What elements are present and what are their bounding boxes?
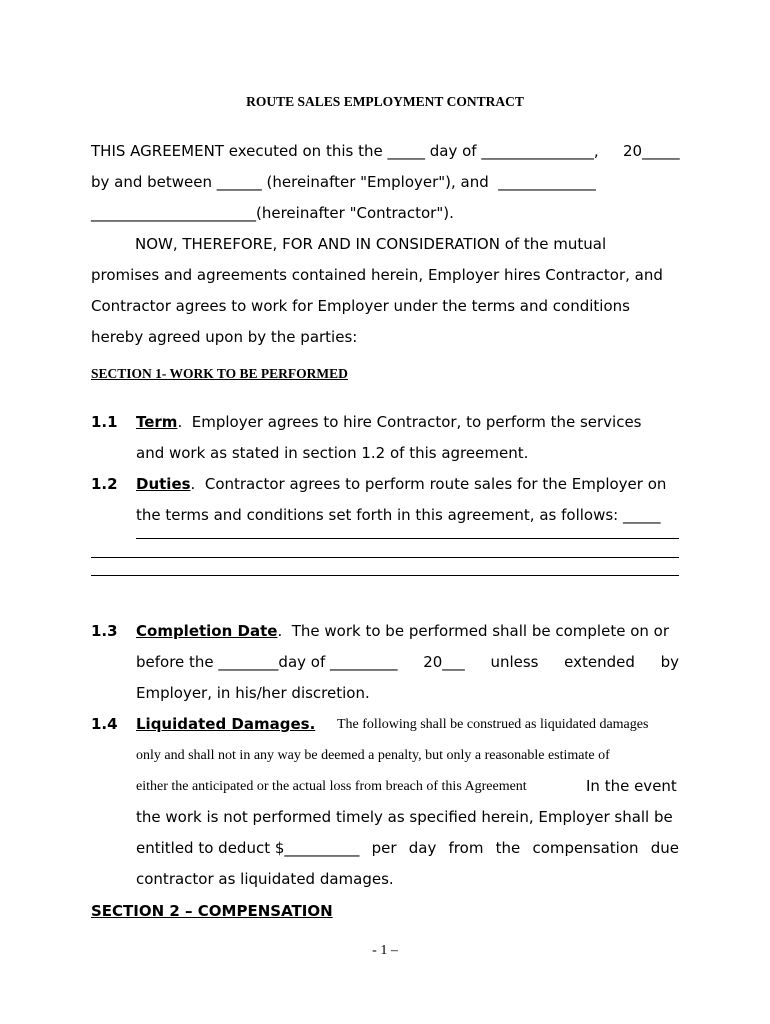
section-1-4-line-3-tail: In the event xyxy=(586,777,677,795)
section-1-4-line-5 xyxy=(136,839,679,857)
deduct-word: from xyxy=(448,839,484,857)
section-1-3-number: 1.3 xyxy=(91,622,118,640)
completion-word: before the ________day of _________ xyxy=(136,653,398,671)
completion-word: by xyxy=(660,653,679,671)
section-1-heading: SECTION 1- WORK TO BE PERFORMED xyxy=(91,366,348,381)
intro-line-1: THIS AGREEMENT executed on this the _____ day of _______________, xyxy=(91,142,599,160)
deduct-word: per xyxy=(371,839,397,857)
section-1-3-line-2 xyxy=(136,653,679,671)
section-1-3-line-1 xyxy=(136,622,669,640)
completion-date-text: . The work to be performed shall be complete on or xyxy=(277,622,669,640)
duties-blank-line-2 xyxy=(91,557,679,558)
section-2-heading: SECTION 2 – COMPENSATION xyxy=(91,902,333,920)
deduct-word: due xyxy=(650,839,679,857)
liquidated-damages-label: Liquidated Damages. xyxy=(136,715,316,733)
section-1-4-number: 1.4 xyxy=(91,715,118,733)
intro-line-1-year: 20_____ xyxy=(623,142,680,160)
section-1-1-line-2: and work as stated in section 1.2 of this agreement. xyxy=(136,444,529,462)
duties-blank-line-3 xyxy=(91,575,679,576)
term-text: . Employer agrees to hire Contractor, to perform the services xyxy=(177,413,642,431)
consideration-line-3: Contractor agrees to work for Employer under the terms and conditions xyxy=(91,297,630,315)
completion-word: 20___ xyxy=(423,653,465,671)
section-1-3-line-3: Employer, in his/her discretion. xyxy=(136,684,370,702)
consideration-line-2: promises and agreements contained herein, Employer hires Contractor, and xyxy=(91,266,663,284)
intro-line-3: ______________________(hereinafter "Contractor"). xyxy=(91,204,454,222)
completion-word: unless xyxy=(490,653,539,671)
duties-text: . Contractor agrees to perform route sales for the Employer on xyxy=(190,475,667,493)
contract-title: ROUTE SALES EMPLOYMENT CONTRACT xyxy=(246,94,524,109)
page-number: - 1 – xyxy=(372,943,398,958)
consideration-line-4: hereby agreed upon by the parties: xyxy=(91,328,358,346)
deduct-word: the xyxy=(495,839,521,857)
completion-word: extended xyxy=(564,653,635,671)
section-1-4-line-4: the work is not performed timely as specified herein, Employer shall be xyxy=(136,808,673,826)
section-1-2-number: 1.2 xyxy=(91,475,118,493)
section-1-4-line-1: The following shall be construed as liquidated damages xyxy=(337,717,649,732)
section-1-1-number: 1.1 xyxy=(91,413,118,431)
term-label: Term xyxy=(136,413,178,431)
duties-blank-line-1 xyxy=(136,538,679,539)
consideration-line-1: NOW, THEREFORE, FOR AND IN CONSIDERATION of the mutual xyxy=(135,235,607,253)
deduct-word: entitled to deduct $__________ xyxy=(136,839,360,857)
deduct-word: day xyxy=(408,839,437,857)
intro-line-2: by and between ______ (hereinafter "Employer"), and _____________ xyxy=(91,173,596,191)
section-1-4-line-2: only and shall not in any way be deemed a penalty, but only a reasonable estimate of xyxy=(136,748,610,763)
completion-date-label: Completion Date xyxy=(136,622,278,640)
section-1-1-line-1 xyxy=(136,413,642,431)
section-1-2-line-1 xyxy=(136,475,666,493)
deduct-word: compensation xyxy=(532,839,639,857)
section-1-2-line-2: the terms and conditions set forth in this agreement, as follows: _____ xyxy=(136,506,661,524)
section-1-4-line-6: contractor as liquidated damages. xyxy=(136,870,394,888)
duties-label: Duties xyxy=(136,475,191,493)
section-1-4-line-3: either the anticipated or the actual loss from breach of this Agreement xyxy=(136,779,527,794)
